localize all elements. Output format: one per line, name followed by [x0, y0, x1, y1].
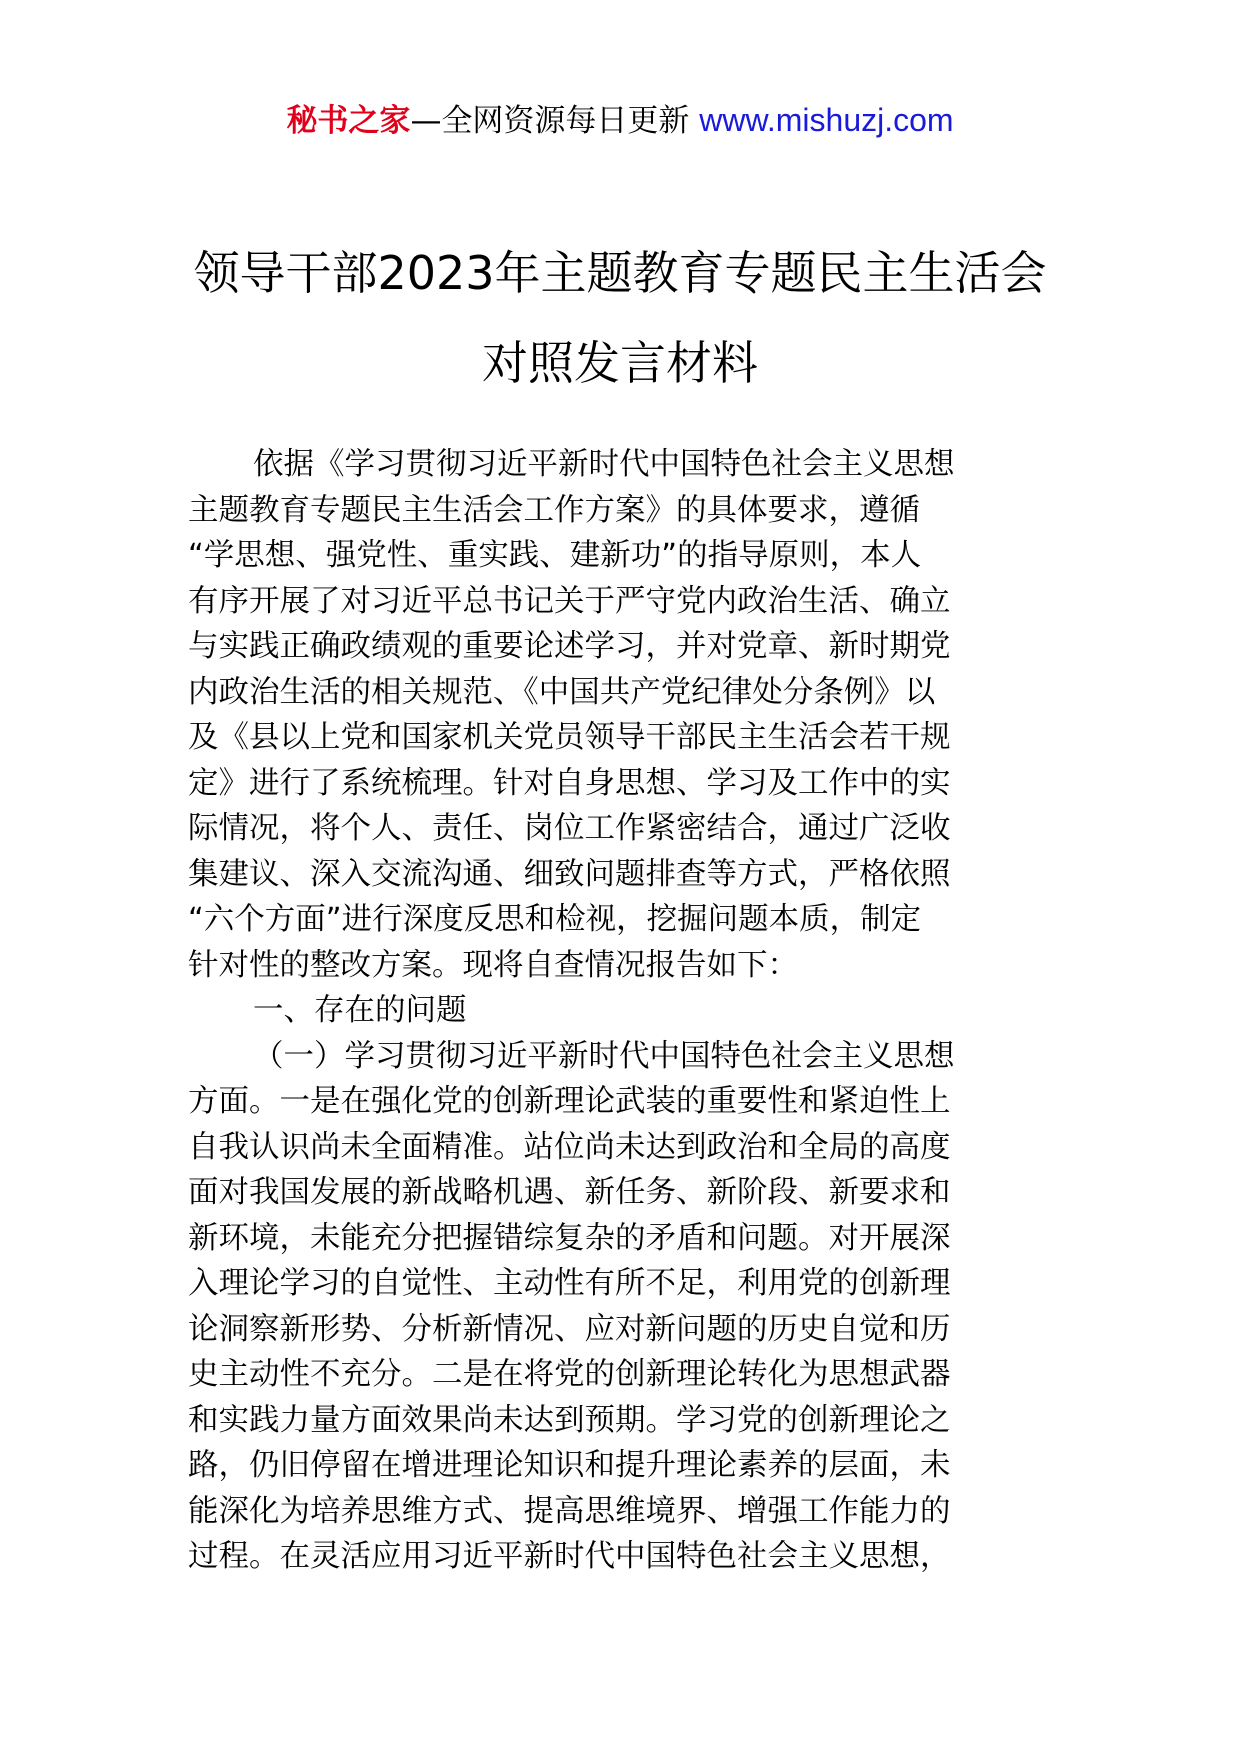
text-line: 新环境，未能充分把握错综复杂的矛盾和问题。对开展深 — [188, 1220, 951, 1256]
text-line: 过程。在灵活应用习近平新时代中国特色社会主义思想， — [188, 1539, 951, 1574]
paragraph — [188, 988, 1058, 1034]
text-line: 有序开展了对习近平总书记关于严守党内政治生活、确立 — [188, 583, 951, 619]
text-line: “六个方面”进行深度反思和检视，挖掘问题本质，制定 — [188, 902, 922, 937]
text-line: 论洞察新形势、分析新情况、应对新问题的历史自觉和历 — [188, 1311, 951, 1347]
text-line: 自我认识尚未全面精准。站位尚未达到政治和全局的高度 — [188, 1129, 951, 1165]
paragraph — [188, 1034, 1058, 1580]
text-line: 方面。一是在强化党的创新理论武装的重要性和紧迫性上 — [188, 1084, 951, 1119]
document-title — [0, 228, 1240, 408]
text-line: 能深化为培养思维方式、提高思维境界、增强工作能力的 — [188, 1493, 951, 1529]
watermark-header — [0, 100, 1240, 141]
text-line: 一、存在的问题 — [253, 993, 467, 1028]
text-line: 际情况，将个人、责任、岗位工作紧密结合，通过广泛收 — [188, 811, 951, 846]
text-line: 定》进行了系统梳理。针对自身思想、学习及工作中的实 — [188, 765, 951, 801]
text-line: 路，仍旧停留在增进理论知识和提升理论素养的层面，未 — [188, 1448, 951, 1483]
title-line-1: 领导干部2023年主题教育专题民主生活会 — [193, 246, 1047, 300]
paragraph — [188, 442, 1058, 988]
text-line: 内政治生活的相关规范、《中国共产党纪律处分条例》以 — [188, 674, 936, 710]
document-body — [188, 442, 1058, 1580]
header-tagline: —全网资源每日更新 — [410, 103, 690, 139]
header-url[interactable]: www.mishuzj.com — [699, 102, 954, 138]
text-line: 主题教育专题民主生活会工作方案》的具体要求，遵循 — [188, 492, 920, 528]
text-line: 集建议、深入交流沟通、细致问题排查等方式，严格依照 — [188, 856, 951, 892]
text-line: 面对我国发展的新战略机遇、新任务、新阶段、新要求和 — [188, 1175, 951, 1210]
text-line: 入理论学习的自觉性、主动性有所不足，利用党的创新理 — [188, 1266, 951, 1301]
text-line: 和实践力量方面效果尚未达到预期。学习党的创新理论之 — [188, 1402, 951, 1438]
text-line: 史主动性不充分。二是在将党的创新理论转化为思想武器 — [188, 1357, 951, 1392]
text-line: “学思想、强党性、重实践、建新功”的指导原则，本人 — [188, 538, 922, 573]
text-line: （一）学习贯彻习近平新时代中国特色社会主义思想 — [253, 1038, 955, 1074]
text-line: 及《县以上党和国家机关党员领导干部民主生活会若干规 — [188, 720, 951, 755]
text-line: 与实践正确政绩观的重要论述学习，并对党章、新时期党 — [188, 629, 951, 664]
title-line-2: 对照发言材料 — [482, 336, 758, 390]
text-line: 依据《学习贯彻习近平新时代中国特色社会主义思想 — [253, 447, 955, 482]
text-line: 针对性的整改方案。现将自查情况报告如下： — [188, 947, 798, 983]
brand-name: 秘书之家 — [286, 103, 411, 139]
